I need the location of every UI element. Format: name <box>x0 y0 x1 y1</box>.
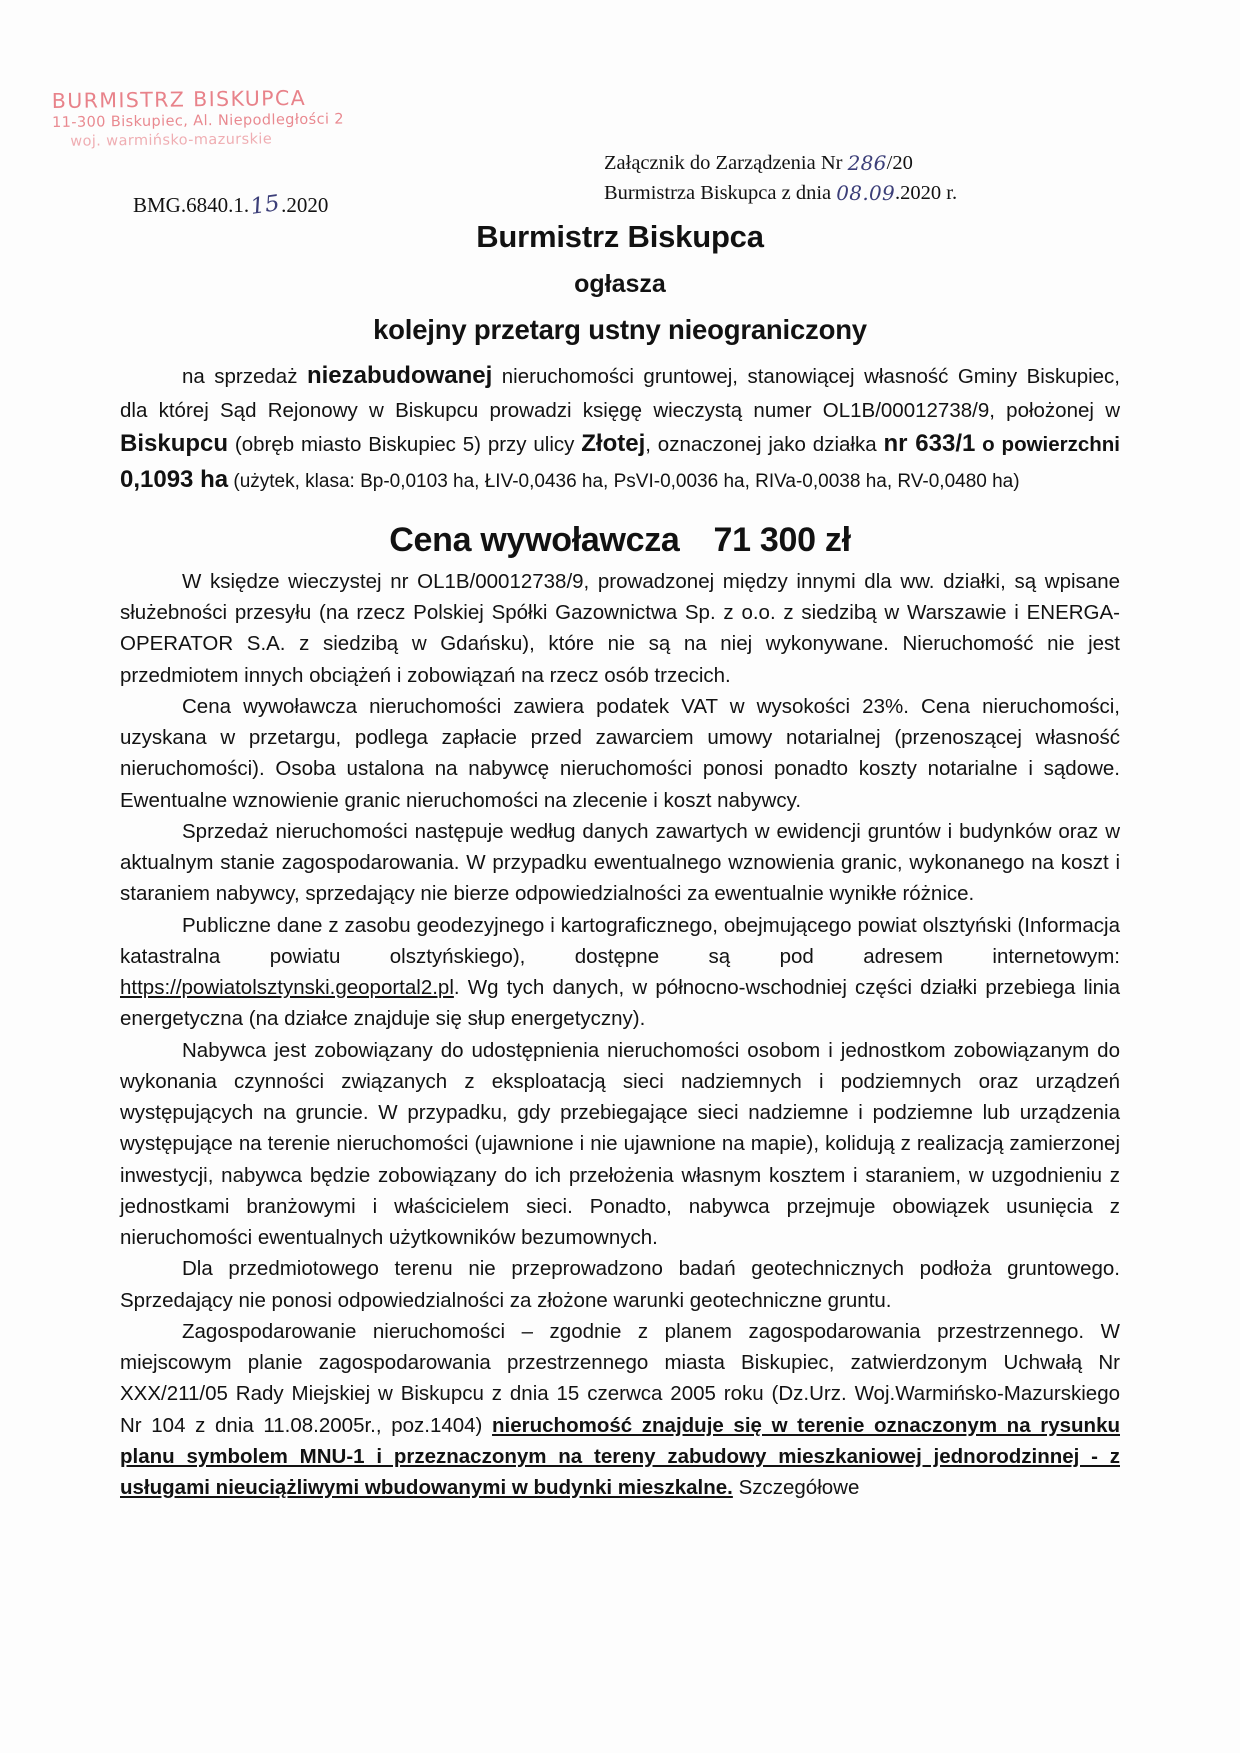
annex-ordinance-number: 286 <box>847 151 887 175</box>
annex-line2-prefix: Burmistrza Biskupca z dnia <box>604 182 837 205</box>
geoportal-link[interactable]: https://powiatolsztynski.geoportal2.pl <box>120 976 454 999</box>
reference-handwritten-mark: 15 <box>248 191 282 220</box>
price-value: 71 300 zł <box>713 520 851 559</box>
annex-line1-prefix: Załącznik do Zarządzenia Nr <box>604 152 848 174</box>
office-stamp <box>52 84 383 151</box>
document-body <box>120 218 1120 1503</box>
paragraph-utility-access: Nabywca jest zobowiązany do udostępnienia nieruchomości osobom i jednostkom zobowiązanym do wykonania czynności związanych z eksploatacją sieci nadziemnych i podziemnych oraz urządzeń występujących na gruncie. W przypadku, gdy przebiegające sieci nadziemne i podziemne lub urządzenia występujące na terenie nieruchomości (ujawnione i nie ujawnione na mapie), kolidują z realizacją zamierzonej inwestycji, nabywca będzie zobowiązany do ich przełożenia własnym kosztem i staraniem, w uzgodnieniu z jednostkami branżowymi i właścicielem sieci. Ponadto, nabywca przejmuje obowiązek usunięcia z nieruchomości ewentualnych użytkowników bezumownych. <box>120 1038 1120 1249</box>
paragraph-easements: W księdze wieczystej nr OL1B/00012738/9, prowadzonej między innymi dla ww. działki, są wpisane służebności przesyłu (na rzecz Polskiej Spółki Gazownictwa Sp. z o.o. z siedzibą w Warszawie i ENERGA-OPERATOR S.A. z siedzibą w Gdańsku), które nie są na niej wykonywane. Nieruchomość nie jest przedmiotem innych obciążeń i zobowiązań na rzecz osób trzecich. <box>120 569 1120 687</box>
annex-line-2 <box>604 178 957 208</box>
annex-line-1 <box>604 148 957 178</box>
geoportal-text-before: Publiczne dane z zasobu geodezyjnego i kartograficznego, obejmującego powiat olsztyński (Informacja katastralna powiatu olsztyńskiego), dostępne są pod adresem internetowym: <box>120 913 1120 968</box>
zoning-text-before: Zagospodarowanie nieruchomości – zgodnie z planem zagospodarowania przestrzennego. W miejscowym planie zagospodarowania przestrzennego miasta Biskupiec, zatwierdzonym Uchwałą Nr XXX/211/05 Rady Miejskiej w Biskupcu z dnia 15 czerwca 2005 roku (Dz.Urz. Woj.Warmińsko-Mazurskiego Nr 104 z dnia 11.08.2005r., poz.1404) <box>120 1319 1120 1437</box>
lead-part-4: , oznaczonej jako działka <box>645 432 884 456</box>
geoportal-text-after: . Wg tych danych, w północno-wschodniej części działki przebiega linia energetyczna (na działce znajduje się słup energetyczny). <box>120 976 1120 1031</box>
page-title: Burmistrz Biskupca <box>476 219 764 254</box>
lead-emphasis-undeveloped: niezabudowanej <box>306 362 493 390</box>
stamp-line-authority: BURMISTRZ BISKUPCA <box>51 85 307 114</box>
lead-part-3: (obręb miasto Biskupiec 5) przy ulicy <box>228 432 582 456</box>
property-description <box>120 358 1120 499</box>
paragraph-zoning <box>120 1316 1120 1504</box>
annex-ordinance-date: 08.09 <box>836 181 896 206</box>
reference-prefix: BMG.6840.1. <box>133 193 250 217</box>
lead-part-1: na sprzedaż <box>182 365 307 389</box>
lead-part-6: (użytek, klasa: Bp-0,0103 ha, ŁIV-0,0436 ha, PsVI-0,0036 ha, RIVa-0,0038 ha, RV-0,0480 ha) <box>228 471 1020 493</box>
announces-heading: ogłasza <box>574 270 666 299</box>
zoning-designation-highlight: nieruchomość znajduje się w terenie oznaczonym na rysunku planu symbolem MNU-1 i przeznaczonym na tereny zabudowy mieszkaniowej jednorodzinnej - z usługami nieuciążliwymi wbudowanymi w budynki mieszkalne. <box>120 1413 1120 1499</box>
paragraph-sale-basis: Sprzedaż nieruchomości następuje według danych zawartych w ewidencji gruntów i budynków oraz w aktualnym stanie zagospodarowania. W przypadku ewentualnego wznowienia granic, wykonanego na koszt i staraniem nabywcy, sprzedający nie bierze odpowiedzialności za ewentualnie wynikłe różnice. <box>120 819 1120 906</box>
stamp-line-address: 11-300 Biskupiec, Al. Niepodległości 2 <box>51 111 345 132</box>
paragraph-geotechnical: Dla przedmiotowego terenu nie przeprowadzono badań geotechnicznych podłoża gruntowego. Sprzedający nie ponosi odpowiedzialności za złożone warunki geotechniczne gruntu. <box>120 1257 1120 1312</box>
lead-emphasis-city: Biskupcu <box>120 429 229 457</box>
starting-price <box>120 521 1120 560</box>
price-label: Cena wywoławcza <box>389 520 680 559</box>
zoning-text-after: Szczegółowe <box>732 1476 860 1499</box>
lead-part-2: nieruchomości gruntowej, stanowiącej własność Gminy Biskupiec, dla której Sąd Rejonowy w Biskupcu prowadzi księgę wieczystą numer OL1B/00012738/9, położonej w <box>120 365 1120 422</box>
lead-part-5: o powierzchni <box>975 432 1121 456</box>
lead-emphasis-street: Złotej <box>581 429 646 457</box>
lead-emphasis-plot: nr 633/1 <box>883 429 976 457</box>
annex-line2-suffix: .2020 r. <box>895 182 958 205</box>
annex-line1-suffix: /20 <box>886 152 913 174</box>
paragraph-geoportal <box>120 910 1120 1035</box>
lead-emphasis-area: 0,1093 ha <box>120 466 229 494</box>
annex-header <box>604 148 957 209</box>
reference-number <box>133 193 328 218</box>
paragraph-vat-and-costs: Cena wywoławcza nieruchomości zawiera podatek VAT w wysokości 23%. Cena nieruchomości, uzyskana w przetargu, podlega zapłacie przed zawarciem umowy notarialnej (przenoszącej własność nieruchomości). Osoba ustalona na nabywcę nieruchomości ponosi ponadto koszty notarialne i sądowe. Ewentualne wznowienie granic nieruchomości na zlecenie i koszt nabywcy. <box>120 694 1120 812</box>
stamp-line-voivodeship: woj. warmińsko-mazurskie <box>70 131 273 150</box>
reference-suffix: .2020 <box>281 193 329 217</box>
tender-type-heading: kolejny przetarg ustny nieograniczony <box>373 314 867 346</box>
